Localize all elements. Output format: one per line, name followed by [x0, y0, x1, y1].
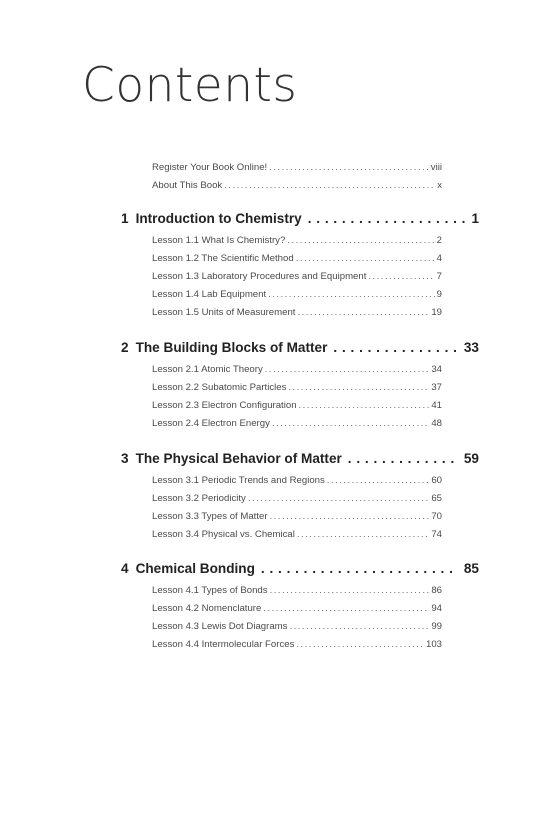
chapter-page: 85	[463, 561, 479, 576]
entry-page: 34	[431, 364, 442, 375]
chapter-page: 1	[471, 211, 479, 226]
dot-leader	[308, 211, 466, 226]
lesson-entry[interactable]	[152, 364, 442, 382]
lesson-list	[152, 475, 442, 547]
lesson-entry[interactable]	[152, 639, 442, 657]
chapter-title: The Physical Behavior of Matter	[135, 451, 342, 466]
lesson-entry[interactable]	[152, 621, 442, 639]
chapter-heading[interactable]	[121, 340, 479, 364]
entry-label: Lesson 2.3 Electron Configuration	[152, 400, 297, 411]
chapter-number: 4	[121, 561, 129, 576]
lesson-entry[interactable]	[152, 400, 442, 418]
entry-label: Register Your Book Online!	[152, 162, 268, 173]
entry-label: Lesson 3.2 Periodicity	[152, 493, 246, 504]
dot-leader	[289, 621, 429, 632]
lesson-list	[152, 585, 442, 657]
chapter-title: Chemical Bonding	[135, 561, 255, 576]
dot-leader	[368, 271, 434, 282]
chapter-2	[121, 340, 479, 436]
entry-page: 9	[436, 289, 442, 300]
entry-page: 48	[431, 418, 442, 429]
entry-label: Lesson 4.4 Intermolecular Forces	[152, 639, 295, 650]
entry-page: 37	[431, 382, 442, 393]
front-matter-list	[152, 162, 442, 198]
lesson-entry[interactable]	[152, 235, 442, 253]
dot-leader	[261, 561, 458, 576]
chapter-4	[121, 561, 479, 657]
entry-label: Lesson 1.2 The Scientific Method	[152, 253, 294, 264]
lesson-entry[interactable]	[152, 253, 442, 271]
entry-page: 2	[436, 235, 442, 246]
chapter-number: 3	[121, 451, 129, 466]
dot-leader	[287, 235, 434, 246]
entry-label: Lesson 4.1 Types of Bonds	[152, 585, 268, 596]
dot-leader	[299, 400, 430, 411]
lesson-entry[interactable]	[152, 511, 442, 529]
chapter-heading[interactable]	[121, 451, 479, 475]
entry-page: 19	[431, 307, 442, 318]
entry-label: Lesson 1.3 Laboratory Procedures and Equipment	[152, 271, 367, 282]
entry-page: x	[437, 180, 442, 191]
dot-leader	[248, 493, 429, 504]
dot-leader	[263, 603, 429, 614]
dot-leader	[297, 307, 429, 318]
entry-label: Lesson 4.3 Lewis Dot Diagrams	[152, 621, 288, 632]
dot-leader	[288, 382, 429, 393]
dot-leader	[296, 639, 424, 650]
lesson-entry[interactable]	[152, 289, 442, 307]
lesson-entry[interactable]	[152, 475, 442, 493]
dot-leader	[268, 289, 435, 300]
entry-label: Lesson 3.3 Types of Matter	[152, 511, 268, 522]
dot-leader	[269, 162, 429, 173]
chapter-1	[121, 211, 479, 325]
chapter-title: Introduction to Chemistry	[135, 211, 302, 226]
entry-label: Lesson 2.2 Subatomic Particles	[152, 382, 287, 393]
entry-label: Lesson 3.4 Physical vs. Chemical	[152, 529, 295, 540]
chapter-heading[interactable]	[121, 211, 479, 235]
chapter-number: 1	[121, 211, 129, 226]
dot-leader	[333, 340, 457, 355]
entry-label: Lesson 3.1 Periodic Trends and Regions	[152, 475, 325, 486]
lesson-entry[interactable]	[152, 493, 442, 511]
lesson-list	[152, 364, 442, 436]
entry-label: About This Book	[152, 180, 223, 191]
entry-page: 86	[431, 585, 442, 596]
lesson-entry[interactable]	[152, 382, 442, 400]
chapter-3	[121, 451, 479, 547]
entry-page: 99	[431, 621, 442, 632]
entry-page: 60	[431, 475, 442, 486]
toc-entry-about[interactable]	[152, 180, 442, 198]
entry-page: 94	[431, 603, 442, 614]
lesson-list	[152, 235, 442, 325]
lesson-entry[interactable]	[152, 603, 442, 621]
chapter-title: The Building Blocks of Matter	[135, 340, 328, 355]
entry-label: Lesson 1.4 Lab Equipment	[152, 289, 267, 300]
chapter-page: 59	[463, 451, 479, 466]
entry-label: Lesson 1.5 Units of Measurement	[152, 307, 296, 318]
lesson-entry[interactable]	[152, 271, 442, 289]
dot-leader	[327, 475, 430, 486]
entry-label: Lesson 4.2 Nomenclature	[152, 603, 262, 614]
chapter-heading[interactable]	[121, 561, 479, 585]
entry-label: Lesson 2.1 Atomic Theory	[152, 364, 263, 375]
entry-page: viii	[430, 162, 442, 173]
toc-entry-register[interactable]	[152, 162, 442, 180]
lesson-entry[interactable]	[152, 418, 442, 436]
entry-page: 70	[431, 511, 442, 522]
dot-leader	[265, 364, 430, 375]
chapter-number: 2	[121, 340, 129, 355]
dot-leader	[270, 585, 430, 596]
dot-leader	[224, 180, 435, 191]
lesson-entry[interactable]	[152, 529, 442, 547]
dot-leader	[297, 529, 429, 540]
entry-page: 65	[431, 493, 442, 504]
dot-leader	[348, 451, 458, 466]
entry-page: 103	[425, 639, 442, 650]
entry-page: 74	[431, 529, 442, 540]
lesson-entry[interactable]	[152, 307, 442, 325]
entry-page: 41	[431, 400, 442, 411]
entry-page: 7	[436, 271, 442, 282]
dot-leader	[296, 253, 435, 264]
dot-leader	[270, 511, 430, 522]
dot-leader	[272, 418, 429, 429]
chapter-page: 33	[463, 340, 479, 355]
entry-page: 4	[436, 253, 442, 264]
lesson-entry[interactable]	[152, 585, 442, 603]
entry-label: Lesson 2.4 Electron Energy	[152, 418, 270, 429]
page-title: Contents	[82, 58, 298, 113]
entry-label: Lesson 1.1 What Is Chemistry?	[152, 235, 286, 246]
